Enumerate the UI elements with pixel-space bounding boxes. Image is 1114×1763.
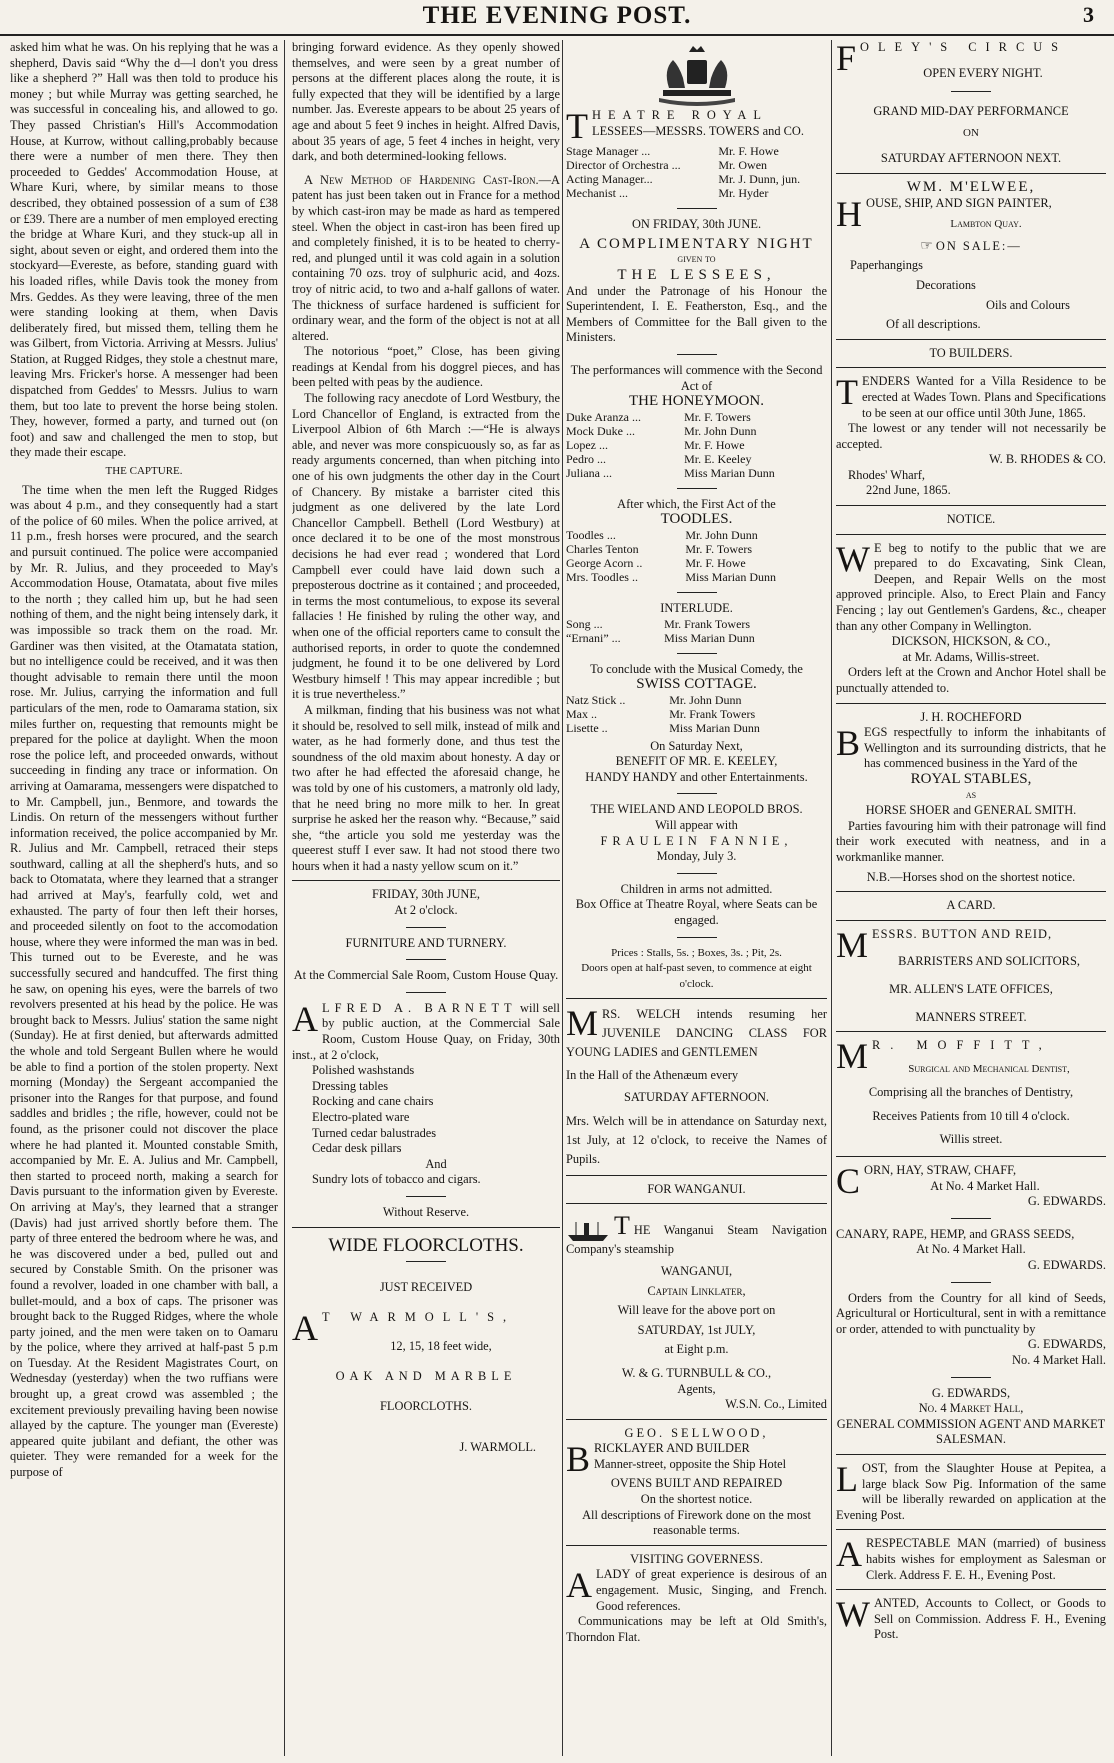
play-title: SWISS COTTAGE.	[636, 676, 757, 693]
auction-items	[292, 1063, 560, 1188]
sale-item: Of all descriptions.	[886, 317, 981, 332]
drop-cap: T	[836, 372, 858, 413]
drop-cap: H	[836, 193, 862, 234]
dickson: DICKSON, HICKSON, & CO.,	[891, 634, 1051, 649]
dentistry-note: Comprising all the branches of Dentistry,	[868, 1085, 1074, 1100]
table-row: Song ... Mr. Frank Towers	[566, 616, 751, 631]
fraulein-fannie: FRAULEIN FANNIE,	[600, 833, 793, 848]
subheading-capture: THE CAPTURE.	[105, 465, 183, 478]
table-row: Mechanist ... Mr. Hyder	[566, 186, 769, 201]
auctioneer-name: LFRED A. BARNETT	[322, 1000, 517, 1015]
royal-stables: ROYAL STABLES,	[910, 770, 1032, 787]
nb-note: N.B.—Horses shod on the shortest notice.	[866, 869, 1076, 884]
oak-marble: OAK AND MARBLE	[335, 1368, 517, 1383]
sale-item: Paperhangings	[850, 258, 923, 273]
on-label: ON	[963, 126, 979, 139]
article-text: A milkman, finding that his business was not what it should be, resolved to sell milk, instead of milk and water, as he had formerly done, and thus test the soundness of the old maxim about honesty. A day or two after he had effected the aforesaid change, he was told by one of his customers, a matronly old lady, that he need bring no more milk to her. In great surprise he asked her the reason why. “Because,” said she, “the article you sold me yesterday was the queerest stuff I ever saw. It had not stood there two hours when it had a nasty yellow scum on it.”	[292, 702, 560, 873]
after-note: After which, the First Act of the	[617, 496, 776, 511]
list-item: Electro-plated ware	[312, 1110, 410, 1124]
edwards-signature: G. EDWARDS.	[1027, 1194, 1106, 1209]
drop-cap: B	[836, 723, 861, 764]
column-1	[10, 40, 278, 1756]
children-note: Children in arms not admitted.	[620, 881, 773, 896]
sale-place: At the Commercial Sale Room, Custom House Quay.	[293, 968, 559, 983]
drop-cap: B	[566, 1439, 591, 1480]
steamship-icon	[566, 1220, 610, 1242]
canary-seeds: CANARY, RAPE, HEMP, and GRASS SEEDS,	[836, 1226, 1075, 1241]
leave-time: at Eight p.m.	[664, 1342, 729, 1357]
market-hall: At No. 4 Market Hall.	[930, 1178, 1040, 1193]
warmoll-heading: T WARMOLL'S,	[322, 1309, 516, 1324]
on-sale: ON SALE:—	[935, 238, 1022, 253]
newspaper-title: THE EVENING POST.	[422, 2, 692, 29]
saturday-afternoon: SATURDAY AFTERNOON NEXT.	[880, 151, 1062, 166]
edwards-signature: G. EDWARDS.	[1027, 1258, 1106, 1273]
complimentary-night: A COMPLIMENTARY NIGHT	[579, 235, 814, 252]
table-row: Mrs. Toodles .. Miss Marian Dunn	[566, 569, 777, 584]
orders-note: Orders left at the Crown and Anchor Hotel shall be punctually attended to.	[836, 665, 1106, 695]
wieland-bros: THE WIELAND AND LEOPOLD BROS.	[590, 802, 803, 817]
drop-cap: C	[836, 1161, 861, 1202]
patient-hours: Receives Patients from 10 till 4 o'clock.	[872, 1108, 1070, 1123]
firework: All descriptions of Firework done on the most reasonable terms.	[582, 1507, 811, 1538]
welch-attend: Mrs. Welch will be in attendance on Saturday next, 1st July, at 12 o'clock, to receive the Names of Pupils.	[566, 1113, 827, 1166]
handy-handy: HANDY HANDY and other Entertainments.	[585, 769, 808, 784]
list-item: Cedar desk pillars	[312, 1141, 402, 1156]
just-received: JUST RECEIVED	[379, 1280, 473, 1295]
corn-hay: ORN, HAY, STRAW, CHAFF,	[864, 1163, 1017, 1178]
list-item: Dressing tables	[312, 1078, 389, 1093]
article-text: The notorious “poet,” Close, has been giving readings at Kendal from his doggrel pieces, and has been pelted with peas by the audience.	[292, 344, 560, 390]
patronage-text: And under the Patronage of his Honour the Superintendent, I. E. Featherston, Esq., and the Members of Committee for the Ball given to the Ministers.	[566, 283, 827, 345]
rhodes-date: 22nd June, 1865.	[866, 483, 951, 498]
commission-agent: GENERAL COMMISSION AGENT AND MARKET SALESMAN.	[836, 1416, 1106, 1447]
table-row: Acting Manager... Mr. J. Dunn, jun.	[566, 172, 801, 187]
article-text: bringing forward evidence. As they openly showed themselves, and were seen by a great number of persons at the different places along the route, it is fully expected that they will be identified by a large number. Jas. Evereste appears to be about 25 years of age and about 5 feet 9 inches in height. Alfred Davis, about 35 years of age, 5 feet 4 inches in height, very dark, and both determined-looking fellows.	[292, 40, 560, 164]
monday-date: Monday, July 3.	[656, 849, 737, 864]
article-text: The following racy anecdote of Lord Westbury, the Lord Chancellor of England, is extracted from the Liverpool Albion of 6th March :—“He is always able, and never was more conspicuously so, as far as ready arguments concerned, than when pitching into one of his own judgments the other day in the Court of Chancery. By mistake a barrister cited this judgment as one delivered by the late Lord Chancellor Campbell. Bethell (Lord Westbury) at once declared it to be one of the most monstrous decisions he had ever read ; wondered that Lord Campbell ever could have laid down such a preposterous doctrine as it contained ; and proceeded, in terms the most contumelious, to expose its several fallacies ! He finished by ruling the other way, and when one of the official reporters came to consult the authorised reports, in order to quote the condemned judgment, he found it to be one delivered by Lord Westbury himself ! This may appear incredible ; but it is true nevertheless.”	[292, 391, 560, 702]
painter: OUSE, SHIP, AND SIGN PAINTER,	[866, 195, 1052, 210]
performance-date: ON FRIDAY, 30th JUNE.	[631, 217, 762, 232]
dentist: Surgical and Mechanical Dentist,	[908, 1062, 1070, 1075]
notice-heading: NOTICE.	[946, 512, 996, 527]
table-row: Natz Stick .. Mr. John Dunn	[566, 692, 742, 707]
rochefort-ad: EGS respectfully to inform the inhabitants of Wellington and its surrounding districts, that he has commenced business in the Yard of the	[864, 725, 1106, 771]
governess-contact: Communications may be left at Old Smith's, Thorndon Flat.	[566, 1614, 827, 1644]
drop-cap: A	[292, 998, 318, 1039]
sale-item: Oils and Colours	[986, 297, 1070, 312]
conclude-note: To conclude with the Musical Comedy, the	[590, 661, 803, 676]
button-reid: ESSRS. BUTTON AND REID,	[872, 926, 1053, 941]
bricklayer: RICKLAYER AND BUILDER	[594, 1441, 750, 1456]
drop-cap: F	[836, 40, 857, 78]
column-4	[836, 40, 1106, 1756]
play-title: THE HONEYMOON.	[629, 393, 764, 410]
a-card: A CARD.	[946, 898, 996, 913]
to-builders: TO BUILDERS.	[929, 345, 1013, 360]
employment-ad: RESPECTABLE MAN (married) of business habits wishes for employment as Salesman or Clerk. Address F. E. H., Evening Post.	[866, 1536, 1106, 1582]
wanted-ad: ANTED, Accounts to Collect, or Goods to Sell on Commission. Address F. H., Evening Post.	[873, 1596, 1106, 1642]
list-item: Polished washstands	[312, 1063, 415, 1078]
shortest-notice: On the shortest notice.	[640, 1492, 753, 1507]
signature: J. WARMOLL.	[459, 1440, 536, 1455]
sale-item: Decorations	[916, 277, 976, 292]
column-3	[566, 40, 827, 1756]
grand-performance: GRAND MID-DAY PERFORMANCE	[873, 104, 1069, 119]
rhodes: W. B. RHODES & CO.	[989, 452, 1106, 467]
doors-open: Doors open at half-past seven, to commence at eight o'clock.	[581, 962, 812, 990]
drop-cap: A	[292, 1307, 318, 1348]
table-row: George Acorn .. Mr. F. Howe	[566, 555, 746, 570]
excavating-ad: E beg to notify to the public that we are prepared to do Excavating, Sink Clean, Deepen, and Repair Wells on the most approved principle. Also, to Erect Plain and Fancy Fencing ; lay out Gentlemen's Gardens, &c., cheaper than any other Company in Wellington.	[836, 540, 1106, 633]
table-row: Juliana ... Miss Marian Dunn	[566, 465, 775, 480]
drop-cap: M	[836, 1036, 869, 1077]
turnbull: W. & G. TURNBULL & CO.,	[621, 1365, 772, 1380]
table-row: Charles Tenton Mr. F. Towers	[566, 541, 753, 556]
the-lessees: THE LESSEES,	[617, 266, 776, 283]
mcelwee: WM. M'ELWEE,	[906, 178, 1036, 195]
column-rule	[562, 40, 563, 1756]
drop-cap: W	[836, 538, 870, 579]
theatre-title: HEATRE ROYAL	[592, 108, 768, 122]
table-row: Mock Duke ... Mr. John Dunn	[566, 423, 757, 438]
drop-cap: A	[836, 1534, 862, 1575]
table-row: Duke Aranza ... Mr. F. Towers	[566, 409, 751, 424]
lessees: LESSEES—MESSRS. TOWERS and CO.	[592, 123, 804, 138]
wsn-company: W.S.N. Co., Limited	[725, 1397, 827, 1412]
cast-table	[566, 410, 827, 480]
ship-name: WANGANUI,	[660, 1263, 733, 1278]
reserve-note: Without Reserve.	[382, 1204, 470, 1219]
market-hall: No. 4 Market Hall.	[1012, 1353, 1106, 1367]
column-2	[292, 40, 560, 1756]
rhodes-wharf: Rhodes' Wharf,	[848, 467, 926, 482]
lambton-quay: Lambton Quay.	[950, 218, 1022, 231]
table-row: Pedro ... Mr. E. Keeley	[566, 451, 752, 466]
article-title: A New Method of Hardening Cast-Iron.	[304, 172, 539, 187]
cast-table	[566, 693, 827, 735]
drop-cap: T	[566, 106, 588, 146]
sellwood-name: GEO. SELLWOOD,	[624, 1425, 769, 1440]
appear-with: Will appear with	[655, 818, 738, 833]
table-row: Lopez ... Mr. F. Howe	[566, 437, 745, 452]
saturday-note: On Saturday Next,	[650, 738, 743, 753]
floorcloths-title: WIDE FLOORCLOTHS.	[328, 1234, 524, 1256]
parties-note: Parties favouring him with their patronage will find their work executed with neatness, and in a workmanlike manner.	[836, 818, 1106, 864]
royal-crest-icon	[649, 44, 745, 106]
market-hall: No. 4 Market Hall,	[918, 1401, 1024, 1416]
country-orders: Orders from the Country for all kind of Seeds, Agricultural or Horticultural, sent in with a remittance or order, attended to with punctuality by	[836, 1290, 1106, 1336]
auction-text: will sell by public auction, at the Commercial Sale Room, Custom House Quay, on Friday, 30th inst., at 2 o'clock,	[292, 1000, 560, 1062]
market-hall: At No. 4 Market Hall.	[916, 1242, 1026, 1257]
list-item: Rocking and cane chairs	[312, 1094, 434, 1109]
column-rule	[831, 40, 832, 1756]
open-every-night: OPEN EVERY NIGHT.	[923, 65, 1043, 80]
table-row: Toodles ... Mr. John Dunn	[566, 527, 758, 542]
masthead	[0, 0, 1114, 36]
wanganui-ad: HE Wanganui Steam Navigation Company's steamship	[566, 1223, 827, 1257]
tenders-note: The lowest or any tender will not necessarily be accepted.	[836, 421, 1106, 451]
play-title: INTERLUDE.	[660, 600, 733, 615]
column-rule	[284, 40, 285, 1756]
leave-note: Will leave for the above port on	[617, 1303, 776, 1318]
leave-date: SATURDAY, 1st JULY,	[637, 1322, 756, 1337]
willis-street: Willis street.	[939, 1132, 1003, 1147]
tenders-ad: ENDERS Wanted for a Villa Residence to be erected at Wades Town. Plans and Specifications to be seen at our office until 30th June, 1865.	[862, 374, 1106, 420]
floor-sizes: 12, 15, 18 feet wide,	[390, 1339, 492, 1354]
table-row: Stage Manager ... Mr. F. Howe	[566, 144, 779, 159]
list-item: Sundry lots of tobacco and cigars.	[312, 1172, 481, 1187]
drop-cap: L	[836, 1458, 858, 1499]
table-row: Max .. Mr. Frank Towers	[566, 706, 756, 721]
edwards-signature: G. EDWARDS,	[1027, 1337, 1106, 1352]
dickson-address: at Mr. Adams, Willis-street.	[902, 649, 1040, 664]
circus-title: OLEY'S CIRCUS	[860, 40, 1068, 54]
performance-note: The performances will commence with the Second Act of	[570, 362, 823, 393]
sale-title: FURNITURE AND TURNERY.	[345, 935, 507, 950]
agents: Agents,	[677, 1381, 716, 1396]
article-text: asked him what he was. On his replying that he was a shepherd, Davis said “Why the d—l don't you dress like a shepherd ?” Hall was then told to produce his money ; but while Murray was getting searched, he was successful in concealing his, and allowed to go. They passed Christian's Hill's Accommodation House, at Kurrow, without calling,probably because there were a number of men there. They then proceeded to Geddes' Accommodation House, at Whare Kuri, where, by similar means to those described, they obtained possession of a sum of £38 or £39. There are a number of men employed erecting the bridge at Whare Kuri, and they stuck-up all in sight, about seven or eight, and ordered them into the stockyard—Evereste, as before, standing guard with his loaded rifles, while Davis took the money from Mrs. Geddes. As they were leaving, three of the men were standing looking at them, when Davis deliberately fired, but missed them, telling them he was Gilbert, from Victoria. Arriving at Messrs. Julius' Station, at Rugged Ridges, they stole a chestnut mare, leaving Mrs. Fricker's horse. A messenger had been dispatched from Geddes' to Messrs. Julius to warn them, but too late to prevent the horse being stolen. They, however, formed a party, and turned out (on foot) and saw and challenged the men to stop, but they made their escape.	[10, 40, 278, 460]
drop-cap: M	[566, 1003, 599, 1044]
play-title: TOODLES.	[660, 511, 733, 528]
wanganui-heading: FOR WANGANUI.	[647, 1181, 746, 1196]
horse-shoer: HORSE SHOER and GENERAL SMITH.	[865, 803, 1077, 818]
list-item: And	[425, 1156, 447, 1171]
cast-table	[566, 617, 827, 645]
pointing-hand-icon: ☞	[920, 238, 933, 254]
allen-offices: MR. ALLEN'S LATE OFFICES,	[889, 981, 1053, 996]
welch-hall: In the Hall of the Athenæum every	[566, 1068, 739, 1083]
sale-date: FRIDAY, 30th JUNE,	[371, 887, 481, 902]
captain: Captain Linklater,	[647, 1283, 746, 1298]
prices: Prices : Stalls, 5s. ; Boxes, 3s. ; Pit, 2s.	[611, 946, 782, 959]
sellwood-address: Manner-street, opposite the Ship Hotel	[594, 1456, 787, 1471]
drop-cap: M	[836, 924, 869, 965]
article-text: The time when the men left the Rugged Ridges was about 4 p.m., and they consequently had a start of the police of 60 miles. When the police arrived, at 11 p.m., fresh horses were procured, and the search and pursuit continued. The police were accompanied by Mr. R. Julius, and they proceeded to May's Accommodation House, Otamatata, about five miles to the north ; they called him up, but he had seen nothing of them, and the night being intensely dark, it was impossible so track them on the road. Mr. Gardiner was then visited, at the Otamatata station, but no intelligence could be received, and it was then thought advisable to remain there until the moon rose. Mr. Julius, carrying the information and full particulars of the men, rode to Oamarama station, six miles further on, requesting that remounts might be prepared for the police at daylight. When the moon rose the police left, and proceeded onwards, without succeeding in finding any trace or information. On arriving at Oamarama, messengers were dispatched to to Mr. Campbell, jun., Benmore, and towards the Lindis. On return of the messengers without further information received, the police accompanied by Mr. R. Julius and Mr. Campbell, retraced their steps southward, calling at all the shepherd's huts, and so back to Otomatata, where they learned that a stranger had arrived at May's, fearfully cold, wet and exhausted. The party of four then left their horses, and proceeded silently on foot to the accomodation house, where they were informed the man was in bed. This turned out to be Evereste, and he was successfully secured and handcuffed. The first thing he saw, on opening his eyes, were the barrels of two revolvers presented at his head by the police. He was brought back to Messrs. Julius' station the same night (Sunday). He at first denied, but afterwards admitted the whole and told Sergeant Bullen where he would be able to find a portion of the stolen property. Next morning (Monday) the Sergeant accompanied the prisoner into the Ranges for that purpose, and found saddles and bridles ; the rifle, however, could not be found, as the prisoner could not discover the place where he had planted it. Mounted constable Smith, accompanied by Mr. E. A. Julius and Mr. Campbell, then started to proceed north, making a search for Davis pursuant to the information given by Evereste. On arriving at May's, they learned that a stranger (Davis) had just arrived shortly before them. The party of three entered the bedroom where he was, and he was discovered under a bed, pulled out and secured by Constable Smith. On the prisoner was found a revolver, loaded in one chamber with ball, a bullet-mould, and a box of caps. The prisoner was brought back to the Rugged Ridges, where the whole party joined, and the men were taken on to Oamaru by the police, where they arrived at half-past 5 p.m on Tuesday. At the Resident Magistrates Court, on Wednesday (yesterday) when the two ruffians were brought up, a great crowd was assembled ; the excitement previously prevailing having been nowise allayed by the capture. The younger man (Evereste) appeared quite jubilant and defiant, the other was quieter. They were remanded for a week for the purpose of	[10, 482, 278, 1480]
given-to: given to	[677, 253, 716, 266]
article-text: —A patent has just been taken out in France for a method by which cast-iron may be made as hard as tempered steel. When the object in cast-iron has been fired up and completely finished, it is to be heated to cherry-red, and plunged until it was cold again in a solution containing 70 ozs. troy of sulphuric acid, and 4ozs. troy of nitric acid, to two and a-half gallons of water. The thickness of surface hardened is sufficient for ordinary wear, and the form of the object is not at all altered.	[292, 172, 560, 343]
drop-cap: T	[614, 1211, 630, 1241]
manners-street: MANNERS STREET.	[915, 1009, 1027, 1024]
drop-cap: A	[566, 1565, 592, 1606]
governess-ad: LADY of great experience is desirous of an engagement. Music, Singing, and French. Good references.	[596, 1567, 827, 1613]
staff-table	[566, 144, 827, 200]
barristers: BARRISTERS AND SOLICITORS,	[898, 954, 1080, 969]
table-row: “Ernani” ... Miss Marian Dunn	[566, 630, 755, 645]
moffitt: R. MOFFITT,	[872, 1038, 1052, 1053]
table-row: Director of Orchestra ... Mr. Owen	[566, 158, 768, 173]
ovens: OVENS BUILT AND REPAIRED	[610, 1476, 783, 1491]
sale-time: At 2 o'clock.	[394, 903, 458, 918]
floorcloths: FLOORCLOTHS.	[380, 1398, 472, 1413]
welch-ad: RS. WELCH intends resuming her JUVENILE DANCING CLASS FOR YOUNG LADIES and GENTLEMEN	[566, 1007, 827, 1060]
box-office: Box Office at Theatre Royal, where Seats can be engaged.	[575, 897, 818, 928]
visiting-governess: VISITING GOVERNESS.	[630, 1551, 763, 1566]
table-row: Lisette .. Miss Marian Dunn	[566, 720, 760, 735]
edwards-signature: G. EDWARDS,	[931, 1385, 1011, 1400]
as-label: as	[965, 788, 977, 801]
page-number: 3	[1083, 2, 1094, 27]
cast-table	[566, 528, 827, 584]
list-item: Turned cedar balustrades	[312, 1125, 437, 1140]
lost-pig-ad: OST, from the Slaughter House at Pepitea, a large black Sow Pig. Information of the same will be liberally rewarded on application at the Evening Post.	[836, 1460, 1106, 1522]
benefit: BENEFIT OF MR. E. KEELEY,	[615, 754, 778, 769]
welch-saturday: SATURDAY AFTERNOON.	[623, 1090, 770, 1104]
rochefort: J. H. ROCHEFORD	[920, 709, 1022, 724]
drop-cap: W	[836, 1594, 870, 1635]
